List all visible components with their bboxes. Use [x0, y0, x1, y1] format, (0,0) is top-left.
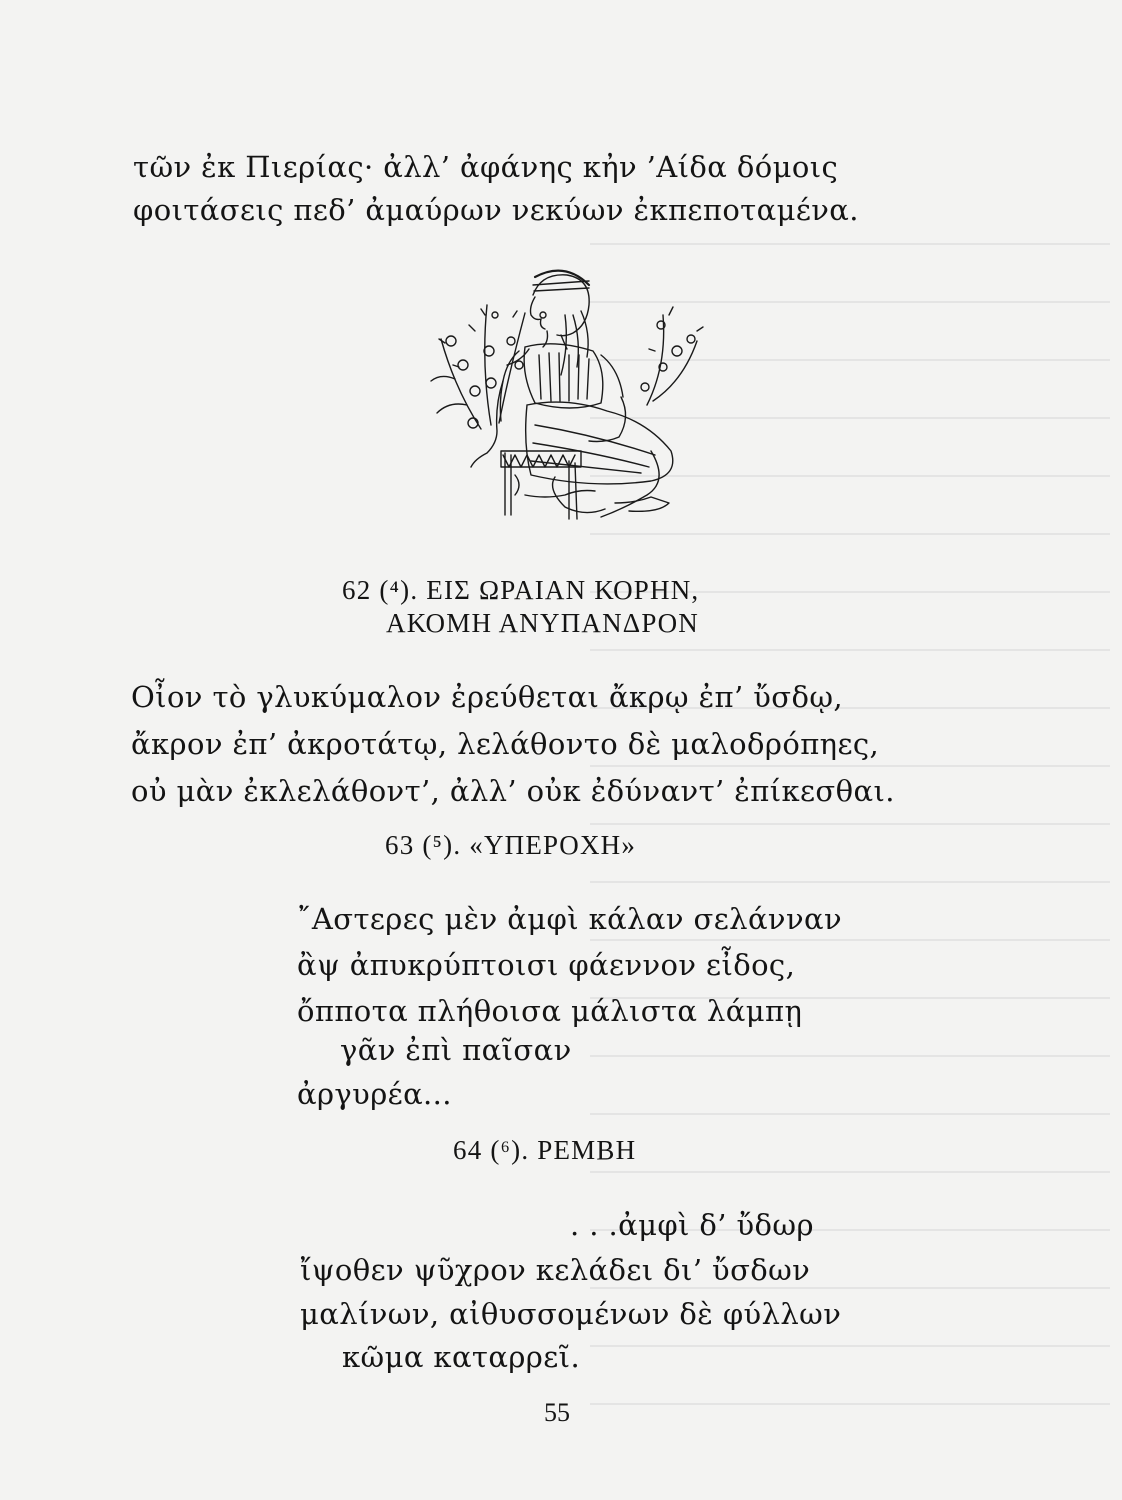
poem63-line-1: ῎Αστερες μὲν ἀμφὶ κάλαν σελάνναν — [297, 902, 842, 936]
poem64-line-2: ἴψοθεν ψῦχρον κελάδει δι’ ὔσδων — [300, 1253, 811, 1287]
poem64-line-4: κῶμα καταρρεῖ. — [342, 1340, 581, 1374]
poem64-line-1: . . .ἀμφὶ δ’ ὔδωρ — [570, 1208, 814, 1242]
poem62-heading-subtitle: ΑΚΟΜΗ ΑΝΥΠΑΝΔΡΟΝ — [386, 608, 699, 638]
poem64-heading: 64 (⁶). ΡΕΜΒΗ — [453, 1135, 637, 1165]
poem62-heading: 62 (⁴). ΕΙΣ ΩΡΑΙΑΝ ΚΟΡΗΝ, — [342, 575, 700, 605]
intro-line-1: τῶν ἐκ Πιερίας· ἀλλ’ ἀφάνης κἠν ’Αίδα δόμοις — [133, 150, 839, 184]
intro-line-2: φοιτάσεις πεδ’ ἀμαύρων νεκύων ἐκπεποταμένα. — [133, 193, 859, 227]
seated-maiden-illustration-icon — [415, 255, 715, 530]
poem63-heading: 63 (⁵). «ΥΠΕΡΟΧΗ» — [385, 830, 637, 860]
page-number: 55 — [544, 1398, 570, 1427]
poem62-line-2: ἄκρον ἐπ’ ἀκροτάτῳ, λελάθοντο δὲ μαλοδρόπηες, — [131, 727, 880, 761]
poem63-line-2: ἂψ ἀπυκρύπτοισι φάεννον εἶδος, — [297, 948, 796, 982]
poem62-line-1: Οἶον τὸ γλυκύμαλον ἐρεύθεται ἄκρῳ ἐπ’ ὔσδῳ, — [131, 680, 843, 714]
poem63-line-4: γᾶν ἐπὶ παῖσαν — [340, 1033, 572, 1067]
poem63-line-5: ἀργυρέα... — [297, 1077, 452, 1111]
poem64-line-3: μαλίνων, αἰθυσσομένων δὲ φύλλων — [300, 1297, 842, 1331]
poem63-line-3: ὄπποτα πλήθοισα μάλιστα λάμπῃ — [297, 994, 803, 1028]
poem62-line-3: οὐ μὰν ἐκλελάθοντ’, ἀλλ’ οὐκ ἐδύναντ’ ἐπίκεσθαι. — [131, 774, 895, 808]
